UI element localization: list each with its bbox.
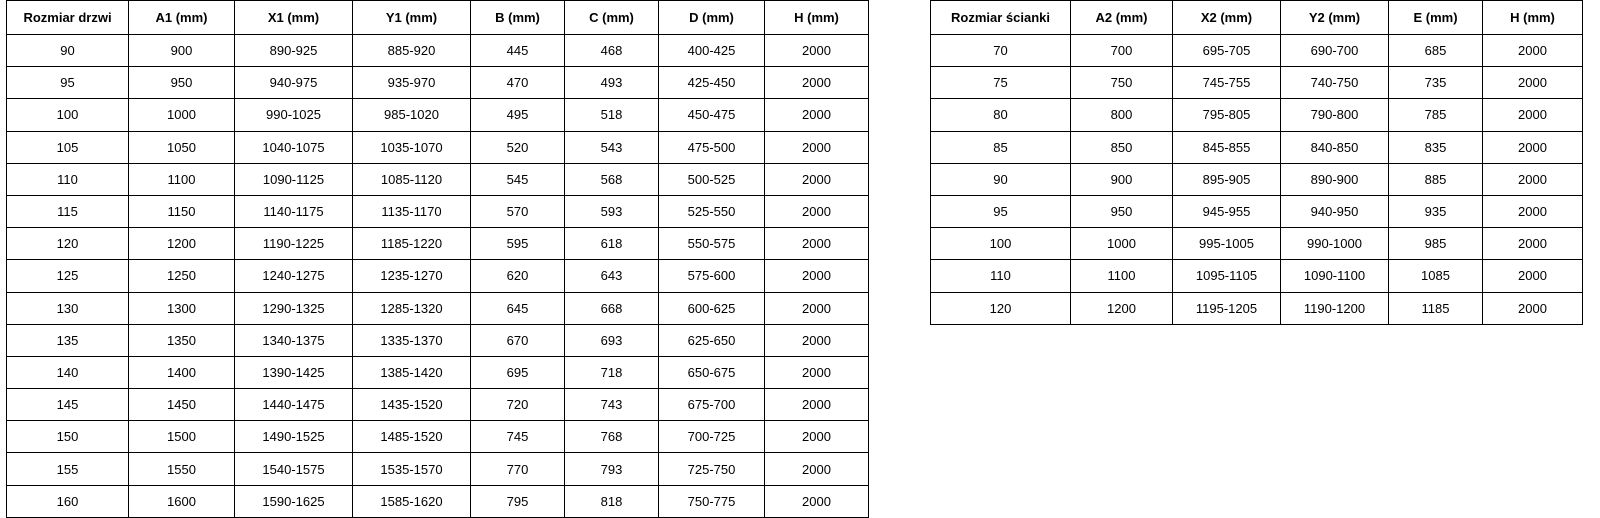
doors-cell: 1340-1375 (235, 324, 353, 356)
table-row (7, 163, 869, 195)
doors-cell: 645 (471, 292, 565, 324)
doors-cell: 493 (565, 67, 659, 99)
doors-cell: 745 (471, 421, 565, 453)
walls-dimensions-table (930, 0, 1583, 325)
doors-cell: 130 (7, 292, 129, 324)
doors-cell: 445 (471, 35, 565, 67)
walls-cell: 700 (1071, 35, 1173, 67)
doors-cell: 1290-1325 (235, 292, 353, 324)
doors-cell: 475-500 (659, 131, 765, 163)
doors-cell: 140 (7, 356, 129, 388)
walls-cell: 740-750 (1281, 67, 1389, 99)
walls-cell: 835 (1389, 131, 1483, 163)
doors-cell: 675-700 (659, 389, 765, 421)
walls-cell: 935 (1389, 195, 1483, 227)
doors-cell: 1350 (129, 324, 235, 356)
table-row (7, 260, 869, 292)
walls-cell: 1185 (1389, 292, 1483, 324)
doors-cell: 135 (7, 324, 129, 356)
doors-cell: 2000 (765, 421, 869, 453)
doors-cell: 1485-1520 (353, 421, 471, 453)
walls-cell: 2000 (1483, 163, 1583, 195)
table-row (7, 324, 869, 356)
doors-cell: 900 (129, 35, 235, 67)
table-row (7, 485, 869, 517)
doors-column-header: D (mm) (659, 1, 765, 35)
doors-cell: 2000 (765, 260, 869, 292)
doors-cell: 743 (565, 389, 659, 421)
doors-cell: 400-425 (659, 35, 765, 67)
doors-cell: 1285-1320 (353, 292, 471, 324)
table-row (931, 292, 1583, 324)
walls-header-row (931, 1, 1583, 35)
walls-column-header: Y2 (mm) (1281, 1, 1389, 35)
doors-cell: 105 (7, 131, 129, 163)
doors-cell: 1035-1070 (353, 131, 471, 163)
doors-cell: 940-975 (235, 67, 353, 99)
doors-cell: 525-550 (659, 195, 765, 227)
doors-cell: 600-625 (659, 292, 765, 324)
doors-cell: 2000 (765, 292, 869, 324)
doors-cell: 425-450 (659, 67, 765, 99)
doors-cell: 618 (565, 228, 659, 260)
doors-cell: 668 (565, 292, 659, 324)
doors-cell: 595 (471, 228, 565, 260)
doors-cell: 1500 (129, 421, 235, 453)
walls-cell: 800 (1071, 99, 1173, 131)
walls-table-head (931, 1, 1583, 35)
walls-cell: 990-1000 (1281, 228, 1389, 260)
table-row (7, 421, 869, 453)
walls-cell: 1190-1200 (1281, 292, 1389, 324)
walls-cell: 950 (1071, 195, 1173, 227)
walls-cell: 845-855 (1173, 131, 1281, 163)
doors-cell: 495 (471, 99, 565, 131)
doors-cell: 518 (565, 99, 659, 131)
doors-cell: 2000 (765, 99, 869, 131)
walls-cell: 1085 (1389, 260, 1483, 292)
walls-cell: 85 (931, 131, 1071, 163)
table-row (931, 163, 1583, 195)
walls-cell: 2000 (1483, 67, 1583, 99)
walls-cell: 1195-1205 (1173, 292, 1281, 324)
walls-cell: 840-850 (1281, 131, 1389, 163)
walls-cell: 2000 (1483, 292, 1583, 324)
walls-column-header: A2 (mm) (1071, 1, 1173, 35)
walls-cell: 885 (1389, 163, 1483, 195)
walls-column-header: H (mm) (1483, 1, 1583, 35)
walls-cell: 2000 (1483, 35, 1583, 67)
table-row (931, 195, 1583, 227)
doors-cell: 120 (7, 228, 129, 260)
walls-cell: 80 (931, 99, 1071, 131)
doors-cell: 2000 (765, 131, 869, 163)
doors-cell: 500-525 (659, 163, 765, 195)
doors-cell: 1140-1175 (235, 195, 353, 227)
walls-cell: 2000 (1483, 99, 1583, 131)
table-row (7, 99, 869, 131)
doors-cell: 450-475 (659, 99, 765, 131)
doors-cell: 1235-1270 (353, 260, 471, 292)
doors-table-body (7, 35, 869, 518)
doors-cell: 625-650 (659, 324, 765, 356)
doors-cell: 1450 (129, 389, 235, 421)
doors-column-header: A1 (mm) (129, 1, 235, 35)
doors-cell: 568 (565, 163, 659, 195)
walls-cell: 685 (1389, 35, 1483, 67)
doors-dimensions-table-wrapper (6, 0, 869, 518)
doors-table-head (7, 1, 869, 35)
doors-cell: 593 (565, 195, 659, 227)
doors-cell: 468 (565, 35, 659, 67)
doors-cell: 150 (7, 421, 129, 453)
doors-cell: 2000 (765, 195, 869, 227)
doors-cell: 768 (565, 421, 659, 453)
doors-cell: 1000 (129, 99, 235, 131)
doors-cell: 935-970 (353, 67, 471, 99)
doors-cell: 1490-1525 (235, 421, 353, 453)
walls-cell: 110 (931, 260, 1071, 292)
doors-cell: 1050 (129, 131, 235, 163)
table-row (931, 260, 1583, 292)
doors-cell: 1550 (129, 453, 235, 485)
walls-cell: 75 (931, 67, 1071, 99)
doors-cell: 115 (7, 195, 129, 227)
doors-cell: 890-925 (235, 35, 353, 67)
doors-cell: 1085-1120 (353, 163, 471, 195)
doors-cell: 2000 (765, 389, 869, 421)
doors-column-header: B (mm) (471, 1, 565, 35)
doors-cell: 1335-1370 (353, 324, 471, 356)
walls-cell: 735 (1389, 67, 1483, 99)
doors-cell: 1440-1475 (235, 389, 353, 421)
doors-cell: 1540-1575 (235, 453, 353, 485)
doors-cell: 793 (565, 453, 659, 485)
doors-cell: 520 (471, 131, 565, 163)
walls-cell: 1100 (1071, 260, 1173, 292)
table-row (931, 35, 1583, 67)
doors-cell: 100 (7, 99, 129, 131)
doors-cell: 1300 (129, 292, 235, 324)
walls-cell: 995-1005 (1173, 228, 1281, 260)
walls-column-header: Rozmiar ścianki (931, 1, 1071, 35)
doors-cell: 2000 (765, 324, 869, 356)
doors-cell: 110 (7, 163, 129, 195)
walls-cell: 2000 (1483, 195, 1583, 227)
walls-cell: 790-800 (1281, 99, 1389, 131)
doors-cell: 950 (129, 67, 235, 99)
table-row (931, 228, 1583, 260)
walls-dimensions-table-wrapper (930, 0, 1583, 325)
doors-cell: 90 (7, 35, 129, 67)
doors-cell: 720 (471, 389, 565, 421)
table-row (7, 356, 869, 388)
doors-dimensions-table (6, 0, 869, 518)
doors-header-row (7, 1, 869, 35)
walls-cell: 945-955 (1173, 195, 1281, 227)
table-row (7, 228, 869, 260)
table-row (7, 389, 869, 421)
doors-cell: 550-575 (659, 228, 765, 260)
table-row (7, 67, 869, 99)
doors-cell: 155 (7, 453, 129, 485)
table-row (931, 99, 1583, 131)
walls-cell: 850 (1071, 131, 1173, 163)
walls-cell: 95 (931, 195, 1071, 227)
doors-cell: 1400 (129, 356, 235, 388)
walls-cell: 70 (931, 35, 1071, 67)
doors-column-header: Y1 (mm) (353, 1, 471, 35)
doors-cell: 2000 (765, 163, 869, 195)
walls-cell: 2000 (1483, 131, 1583, 163)
doors-cell: 1200 (129, 228, 235, 260)
doors-cell: 1250 (129, 260, 235, 292)
doors-cell: 1535-1570 (353, 453, 471, 485)
walls-cell: 795-805 (1173, 99, 1281, 131)
doors-cell: 693 (565, 324, 659, 356)
walls-cell: 2000 (1483, 260, 1583, 292)
doors-cell: 990-1025 (235, 99, 353, 131)
doors-cell: 885-920 (353, 35, 471, 67)
doors-cell: 725-750 (659, 453, 765, 485)
doors-cell: 160 (7, 485, 129, 517)
doors-cell: 700-725 (659, 421, 765, 453)
doors-column-header: Rozmiar drzwi (7, 1, 129, 35)
doors-cell: 2000 (765, 356, 869, 388)
doors-cell: 543 (565, 131, 659, 163)
doors-cell: 1190-1225 (235, 228, 353, 260)
walls-cell: 1200 (1071, 292, 1173, 324)
walls-cell: 900 (1071, 163, 1173, 195)
walls-column-header: E (mm) (1389, 1, 1483, 35)
doors-cell: 1185-1220 (353, 228, 471, 260)
table-row (931, 67, 1583, 99)
doors-cell: 1100 (129, 163, 235, 195)
walls-cell: 120 (931, 292, 1071, 324)
table-row (7, 131, 869, 163)
walls-cell: 2000 (1483, 228, 1583, 260)
walls-cell: 90 (931, 163, 1071, 195)
table-row (7, 453, 869, 485)
doors-cell: 545 (471, 163, 565, 195)
doors-cell: 145 (7, 389, 129, 421)
walls-cell: 985 (1389, 228, 1483, 260)
doors-cell: 95 (7, 67, 129, 99)
walls-cell: 940-950 (1281, 195, 1389, 227)
doors-cell: 718 (565, 356, 659, 388)
doors-cell: 650-675 (659, 356, 765, 388)
doors-cell: 570 (471, 195, 565, 227)
table-row (7, 195, 869, 227)
doors-column-header: H (mm) (765, 1, 869, 35)
walls-cell: 890-900 (1281, 163, 1389, 195)
doors-cell: 470 (471, 67, 565, 99)
doors-cell: 985-1020 (353, 99, 471, 131)
doors-cell: 818 (565, 485, 659, 517)
doors-cell: 1135-1170 (353, 195, 471, 227)
walls-cell: 745-755 (1173, 67, 1281, 99)
doors-column-header: X1 (mm) (235, 1, 353, 35)
doors-cell: 1090-1125 (235, 163, 353, 195)
doors-cell: 770 (471, 453, 565, 485)
doors-cell: 2000 (765, 67, 869, 99)
walls-cell: 695-705 (1173, 35, 1281, 67)
walls-cell: 690-700 (1281, 35, 1389, 67)
doors-cell: 795 (471, 485, 565, 517)
doors-cell: 750-775 (659, 485, 765, 517)
doors-cell: 2000 (765, 485, 869, 517)
doors-cell: 1385-1420 (353, 356, 471, 388)
table-row (7, 35, 869, 67)
walls-cell: 895-905 (1173, 163, 1281, 195)
walls-table-body (931, 35, 1583, 325)
walls-cell: 1095-1105 (1173, 260, 1281, 292)
doors-cell: 1600 (129, 485, 235, 517)
doors-cell: 620 (471, 260, 565, 292)
doors-column-header: C (mm) (565, 1, 659, 35)
doors-cell: 643 (565, 260, 659, 292)
doors-cell: 575-600 (659, 260, 765, 292)
walls-cell: 100 (931, 228, 1071, 260)
walls-column-header: X2 (mm) (1173, 1, 1281, 35)
doors-cell: 695 (471, 356, 565, 388)
walls-cell: 785 (1389, 99, 1483, 131)
doors-cell: 1435-1520 (353, 389, 471, 421)
doors-cell: 125 (7, 260, 129, 292)
doors-cell: 2000 (765, 35, 869, 67)
doors-cell: 1585-1620 (353, 485, 471, 517)
doors-cell: 1150 (129, 195, 235, 227)
doors-cell: 1590-1625 (235, 485, 353, 517)
doors-cell: 2000 (765, 453, 869, 485)
table-row (931, 131, 1583, 163)
walls-cell: 1090-1100 (1281, 260, 1389, 292)
walls-cell: 1000 (1071, 228, 1173, 260)
doors-cell: 1390-1425 (235, 356, 353, 388)
doors-cell: 1240-1275 (235, 260, 353, 292)
doors-cell: 670 (471, 324, 565, 356)
walls-cell: 750 (1071, 67, 1173, 99)
doors-cell: 2000 (765, 228, 869, 260)
doors-cell: 1040-1075 (235, 131, 353, 163)
table-row (7, 292, 869, 324)
